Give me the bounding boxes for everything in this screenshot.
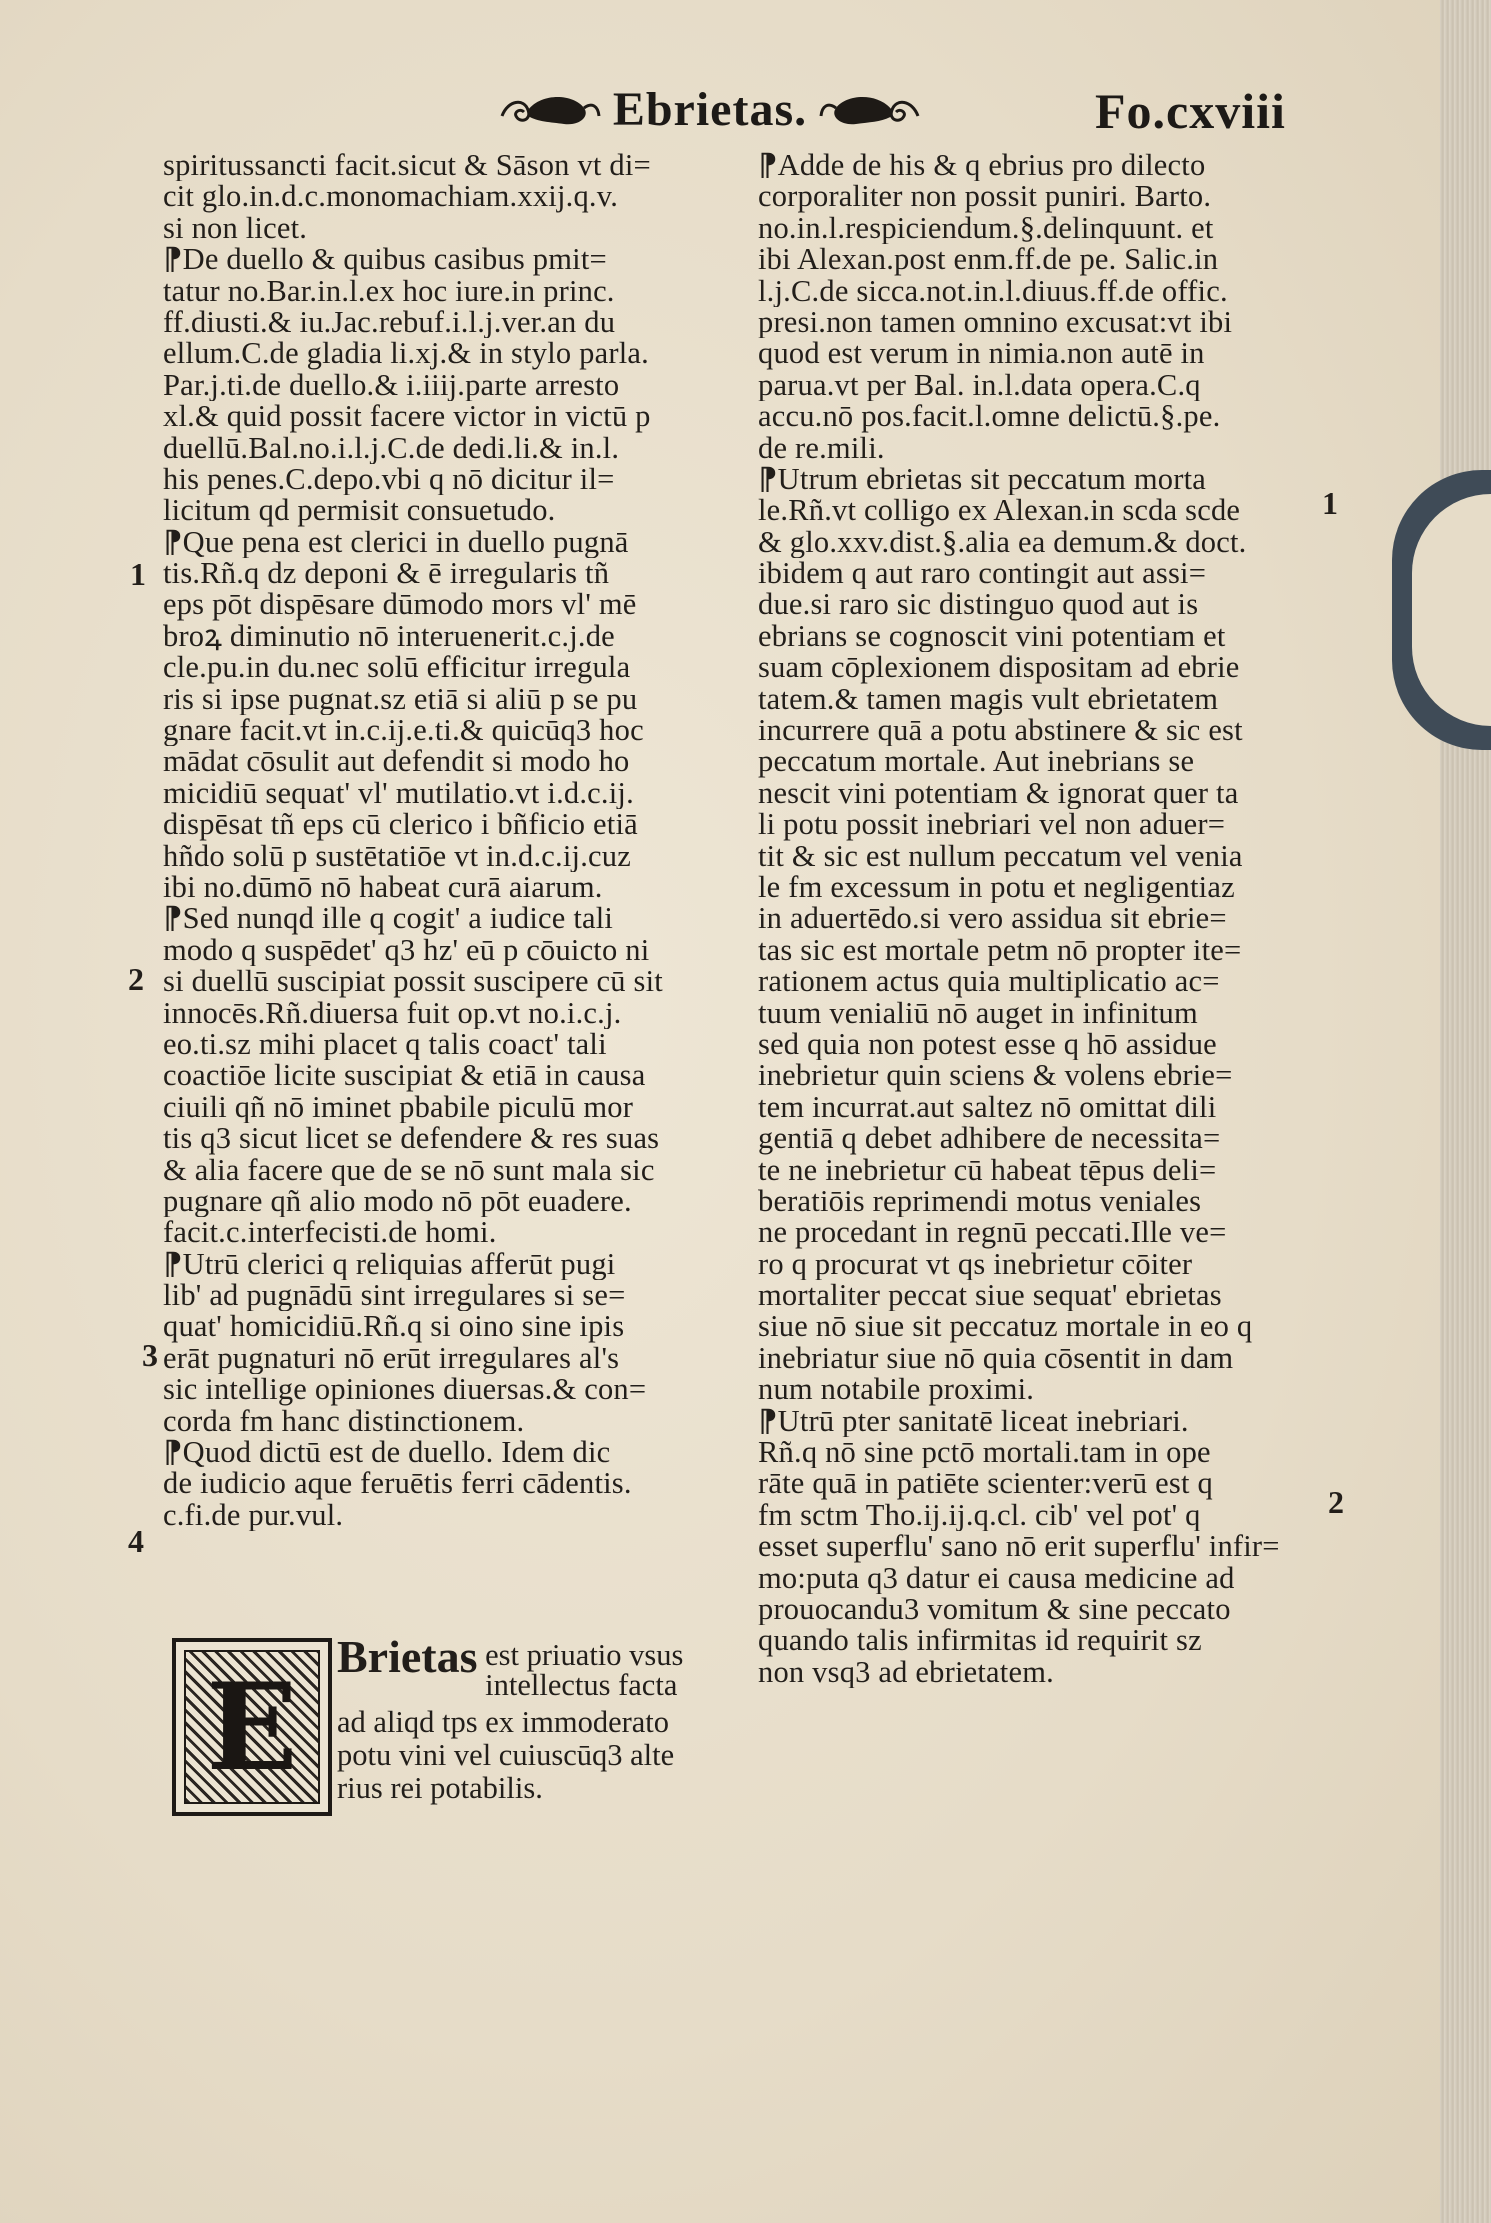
definition-line: rius rei potabilis. [337, 1772, 543, 1805]
text-line: ne procedant in regnū peccati.Ille ve= [758, 1217, 1227, 1249]
margin-number: 2 [128, 961, 144, 997]
text-line: li potu possit inebriari vel non aduer= [758, 809, 1226, 841]
text-line: le fm excessum in potu et negligentiaz [758, 871, 1235, 904]
text-line: ibi no.dūmō nō habeat curā aiarum. [163, 871, 603, 904]
text-line: ellum.C.de gladia li.xj.& in stylo parla. [163, 338, 649, 370]
text-line: ⁋Utrū pter sanitatē liceat inebriari. [758, 1405, 1189, 1438]
text-line: hñdo solū p sustētatiōe vt in.d.c.ij.cuz [163, 840, 631, 872]
running-head-title: Ebrietas. [612, 83, 808, 136]
text-line: ibidem q aut raro contingit aut assi= [758, 558, 1207, 590]
definition-line: ad aliqd tps ex immoderato [337, 1706, 670, 1739]
text-line: mādat cōsulit aut defendit si modo ho [163, 746, 630, 778]
margin-number: 3 [142, 1337, 158, 1373]
text-line: rationem actus quia multiplicatio ac= [758, 966, 1220, 998]
text-line: de re.mili. [758, 432, 885, 464]
text-line: parua.vt per Bal. in.l.data opera.C.q [758, 369, 1201, 402]
definition-stack [485, 1640, 683, 1700]
text-line: Rñ.q nō sine pctō mortali.tam in ope [758, 1437, 1211, 1469]
text-line: rāte quā in patiēte scienter:verū est q [758, 1468, 1213, 1500]
text-line: accu.nō pos.facit.l.omne delictū.§.pe. [758, 401, 1221, 433]
text-line: sed quia non potest esse q hō assidue [758, 1028, 1217, 1061]
text-line: gnare facit.vt in.c.ij.e.ti.& quicūq3 hoc [163, 715, 644, 747]
text-line: ⁋Sed nunqd ille q cogit' a iudice tali [163, 903, 614, 935]
text-line: beratiōis reprimendi motus veniales [758, 1185, 1202, 1218]
text-line: due.si raro sic distinguo quod aut is [758, 589, 1199, 621]
text-line: modo q suspēdet' q3 hz' eū p cōuicto ni [163, 934, 650, 967]
text-line: innocēs.Rñ.diuersa fuit op.vt no.i.c.j. [163, 997, 622, 1029]
text-line: broꝝ diminutio nō interuenerit.c.j.de [163, 620, 615, 653]
page-fore-edge [1440, 0, 1491, 2223]
text-line: incurrere quā a potu abstinere & sic est [758, 715, 1243, 747]
text-line: spiritussancti facit.sicut & Sāson vt di= [163, 150, 651, 182]
text-line: quando talis infirmitas id requirit sz [758, 1625, 1202, 1657]
fleuron-ornament-icon [817, 86, 922, 134]
text-line: ⁋De duello & quibus casibus pmit= [163, 244, 607, 276]
running-head [475, 82, 945, 137]
text-line: tem incurrat.aut saltez nō omittat dili [758, 1091, 1217, 1124]
text-line: tatem.& tamen magis vult ebrietatem [758, 683, 1219, 716]
ebrietas-definition [337, 1640, 747, 1805]
text-line: in aduertēdo.si vero assidua sit ebrie= [758, 903, 1227, 935]
margin-number: 2 [1328, 1484, 1344, 1520]
text-line: cle.pu.in du.nec solū efficitur irregula [163, 652, 631, 684]
text-line: cit glo.in.d.c.monomachiam.xxij.q.v. [163, 181, 619, 213]
text-line: esset superflu' sano nō erit superflu' infir= [758, 1531, 1280, 1563]
text-line: inebriatur siue nō quia cōsentit in dam [758, 1342, 1234, 1375]
text-line: si duellū suscipiat possit suscipere cū sit [163, 966, 663, 998]
text-line: corporaliter non possit puniri. Barto. [758, 181, 1212, 213]
text-line: presi.non tamen omnino excusat:vt ibi [758, 306, 1233, 339]
text-line: non vsq3 ad ebrietatem. [758, 1656, 1054, 1689]
text-line: ff.diusti.& iu.Jac.rebuf.i.l.j.ver.an du [163, 306, 616, 339]
text-line: gentiā q debet adhibere de necessita= [758, 1123, 1221, 1155]
text-line: mortaliter peccat siue sequat' ebrietas [758, 1280, 1222, 1312]
text-line: ibi Alexan.post enm.ff.de pe. Salic.in [758, 244, 1219, 276]
text-line: Par.j.ti.de duello.& i.iiij.parte arresto [163, 369, 620, 402]
text-line: erāt pugnaturi nō erūt irregulares al's [163, 1342, 620, 1375]
margin-number: 1 [130, 556, 146, 592]
text-line: & glo.xxv.dist.§.alia ea demum.& doct. [758, 526, 1247, 559]
text-line: pugnare qñ alio modo nō pōt euadere. [163, 1185, 632, 1218]
text-line: ⁋Utrum ebrietas sit peccatum morta [758, 463, 1206, 496]
text-line: duellū.Bal.no.i.l.j.C.de dedi.li.& in.l. [163, 432, 620, 464]
text-line: num notabile proximi. [758, 1374, 1035, 1406]
text-line: dispēsat tñ eps cū clerico i bñficio etiā [163, 809, 638, 841]
text-line: micidiū sequat' vl' mutilatio.vt i.d.c.ij. [163, 777, 634, 810]
right-column [758, 150, 1318, 1688]
text-line: tis q3 sicut licet se defendere & res suas [163, 1123, 660, 1155]
fleuron-ornament-icon [498, 86, 603, 134]
text-line: inebrietur quin sciens & volens ebrie= [758, 1060, 1233, 1092]
text-line: coactiōe licite suscipiat & etiā in causa [163, 1060, 646, 1092]
text-line: si non licet. [163, 212, 308, 245]
text-line: l.j.C.de sicca.not.in.l.diuus.ff.de offic. [758, 275, 1228, 307]
text-line: peccatum mortale. Aut inebrians se [758, 746, 1195, 778]
folio-number: Fo.cxviii [1095, 83, 1286, 139]
definition-word: Brietas [337, 1640, 478, 1682]
text-line: ⁋Que pena est clerici in duello pugnā [163, 526, 629, 559]
text-line: ciuili qñ nō iminet pbabile piculū mor [163, 1091, 634, 1124]
margin-number: 1 [1322, 485, 1338, 521]
text-line: de iudicio aque feruētis ferri cādentis. [163, 1468, 632, 1500]
text-line: le.Rñ.vt colligo ex Alexan.in scda scde [758, 495, 1241, 527]
text-line: siue nō siue sit peccatuz mortale in eo q [758, 1311, 1253, 1343]
text-line: te ne inebrietur cū habeat tēpus deli= [758, 1154, 1217, 1186]
definition-line: intellectus facta [485, 1668, 678, 1702]
text-line: suam cōplexionem dispositam ad ebrie [758, 652, 1240, 684]
text-line: ro q procurat vt qs inebrietur cōiter [758, 1248, 1193, 1281]
text-line: & alia facere que de se nō sunt mala sic [163, 1154, 655, 1186]
text-line: eo.ti.sz mihi placet q talis coact' tali [163, 1028, 607, 1061]
text-line: ⁋Adde de his & q ebrius pro dilecto [758, 150, 1206, 182]
text-line: licitum qd permisit consuetudo. [163, 495, 556, 527]
text-line: eps pōt dispēsare dūmodo mors vl' mē [163, 589, 637, 621]
text-line: ebrians se cognoscit vini potentiam et [758, 620, 1226, 653]
text-line: quod est verum in nimia.non autē in [758, 338, 1205, 370]
margin-number: 4 [128, 1523, 144, 1559]
initial-letter: E [206, 1656, 298, 1798]
text-line: tatur no.Bar.in.l.ex hoc iure.in princ. [163, 275, 615, 307]
text-line: ris si ipse pugnat.sz etiā si aliū p se pu [163, 683, 638, 716]
text-line: tuum venialiū nō auget in infinitum [758, 997, 1198, 1029]
text-line: c.fi.de pur.vul. [163, 1499, 344, 1532]
text-line: lib' ad pugnādū sint irregulares si se= [163, 1280, 626, 1312]
text-line: nescit vini potentiam & ignorat quer ta [758, 777, 1239, 810]
text-line: quat' homicidiū.Rñ.q si oino sine ipis [163, 1311, 625, 1343]
definition-line: potu vini vel cuiuscūq3 alte [337, 1739, 675, 1772]
definition-first-row [337, 1640, 747, 1706]
left-column [163, 150, 738, 1531]
text-line: sic intellige opiniones diuersas.& con= [163, 1374, 647, 1406]
text-line: his penes.C.depo.vbi q nō dicitur il= [163, 463, 615, 496]
text-line: tit & sic est nullum peccatum vel venia [758, 840, 1243, 872]
text-line: ⁋Utrū clerici q reliquias afferūt pugi [163, 1248, 616, 1281]
text-line: prouocandu3 vomitum & sine peccato [758, 1593, 1231, 1626]
text-line: mo:puta q3 datur ei causa medicine ad [758, 1562, 1235, 1594]
definition-line: est priuatio vsus [485, 1640, 684, 1672]
decorated-initial [172, 1638, 332, 1816]
text-line: facit.c.interfecisti.de homi. [163, 1217, 497, 1249]
text-line: tas sic est mortale petm nō propter ite= [758, 934, 1242, 967]
text-line: ⁋Quod dictū est de duello. Idem dic [163, 1437, 611, 1469]
text-line: fm sctm Tho.ij.ij.q.cl. cib' vel pot' q [758, 1499, 1201, 1532]
text-line: xl.& quid possit facere victor in victū p [163, 401, 651, 433]
text-line: tis.Rñ.q dz deponi & ē irregularis tñ [163, 558, 610, 590]
text-line: corda fm hanc distinctionem. [163, 1405, 525, 1438]
text-line: no.in.l.respiciendum.§.delinquunt. et [758, 212, 1214, 245]
